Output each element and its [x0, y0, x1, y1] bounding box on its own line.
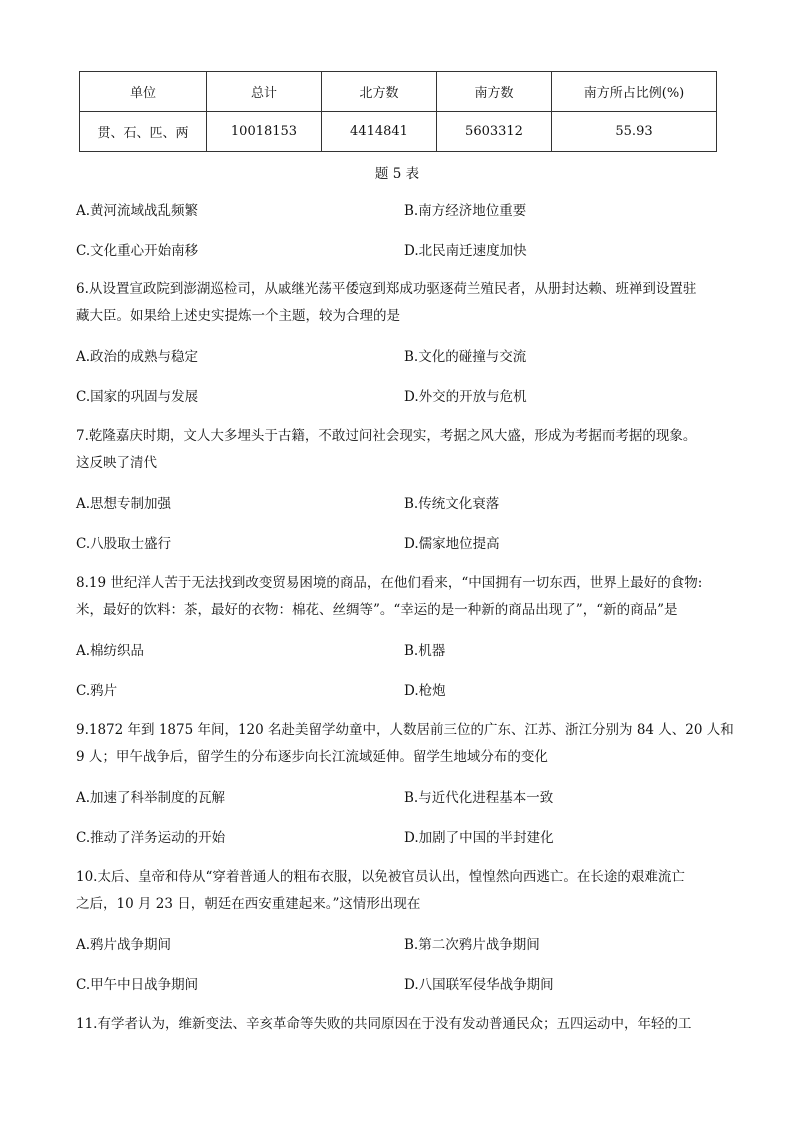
q7-option-b: B.传统文化衰落 [404, 496, 500, 512]
q9-option-c: C.推动了洋务运动的开始 [76, 830, 226, 846]
q7-option-d: D.儒家地位提高 [404, 536, 500, 552]
q9-stem [76, 717, 734, 771]
q10-option-c: C.甲午中日战争期间 [76, 977, 199, 993]
q9-line: 9.1872 年到 1875 年间，120 名赴美留学幼童中，人数居前三位的广东、江苏、浙江分别为 84 人、20 人和 [76, 722, 734, 738]
q9-option-d: D.加剧了中国的半封建化 [404, 830, 554, 846]
q8-option-d: D.枪炮 [404, 683, 446, 699]
table-cell: 55.93 [552, 112, 717, 152]
q5-option-b: B.南方经济地位重要 [404, 203, 527, 219]
q7-stem [76, 423, 724, 477]
q7-line: 这反映了清代 [76, 455, 157, 471]
q10-line: 10.太后、皇帝和侍从“穿着普通人的粗布衣服，以免被官员认出，惶惶然向西逃亡。在长途的艰难流亡 [76, 869, 685, 885]
q11-line: 11.有学者认为，维新变法、辛亥革命等失败的共同原因在于没有发动普通民众；五四运动中，年轻的工 [76, 1016, 692, 1032]
q6-line: 6.从设置宣政院到澎湖巡检司，从戚继光荡平倭寇到郑成功驱逐荷兰殖民者，从册封达赖、班禅到设置驻 [76, 281, 697, 297]
q11-stem [76, 1011, 724, 1038]
statistics-table [79, 71, 717, 152]
q10-line: 之后，10 月 23 日，朝廷在西安重建起来。”这情形出现在 [76, 896, 421, 912]
q5-option-d: D.北民南迁速度加快 [404, 243, 527, 259]
q7-line: 7.乾隆嘉庆时期，文人大多埋头于古籍，不敢过问社会现实，考据之风大盛，形成为考据而考据的现象。 [76, 428, 697, 444]
q6-option-d: D.外交的开放与危机 [404, 389, 527, 405]
q6-option-c: C.国家的巩固与发展 [76, 389, 199, 405]
q8-stem [76, 570, 724, 624]
table-header-row [80, 72, 717, 112]
q10-option-a: A.鸦片战争期间 [76, 937, 172, 953]
table-cell: 5603312 [437, 112, 552, 152]
table-row [80, 112, 717, 152]
table-cell: 10018153 [207, 112, 322, 152]
q10-stem [76, 864, 724, 918]
q7-option-c: C.八股取士盛行 [76, 536, 172, 552]
q9-line: 9 人；甲午战争后，留学生的分布逐步向长江流域延伸。留学生地域分布的变化 [76, 749, 548, 765]
q8-option-b: B.机器 [404, 643, 446, 659]
table-header-cell: 北方数 [322, 72, 437, 112]
table-cell: 贯、石、匹、两 [80, 112, 207, 152]
q6-option-a: A.政治的成熟与稳定 [76, 349, 199, 365]
q8-line: 8.19 世纪洋人苦于无法找到改变贸易困境的商品，在他们看来，“中国拥有一切东西，世界上最好的食物: [76, 575, 703, 591]
q9-option-a: A.加速了科举制度的瓦解 [76, 790, 226, 806]
q5-option-a: A.黄河流域战乱频繁 [76, 203, 199, 219]
table-header-cell: 总计 [207, 72, 322, 112]
q10-option-d: D.八国联军侵华战争期间 [404, 977, 554, 993]
q6-option-b: B.文化的碰撞与交流 [404, 349, 527, 365]
table-header-cell: 单位 [80, 72, 207, 112]
q10-option-b: B.第二次鸦片战争期间 [404, 937, 540, 953]
q5-option-c: C.文化重心开始南移 [76, 243, 199, 259]
table-caption: 题 5 表 [374, 166, 420, 182]
q8-option-c: C.鸦片 [76, 683, 118, 699]
q6-stem [76, 276, 724, 330]
table-header-cell: 南方数 [437, 72, 552, 112]
q6-line: 藏大臣。如果给上述史实提炼一个主题，较为合理的是 [76, 308, 400, 324]
q9-option-b: B.与近代化进程基本一致 [404, 790, 554, 806]
q8-line: 米，最好的饮料：茶，最好的衣物：棉花、丝绸等”。“幸运的是一种新的商品出现了”，“新的商品”是 [76, 602, 678, 618]
q8-option-a: A.棉纺织品 [76, 643, 145, 659]
q7-option-a: A.思想专制加强 [76, 496, 172, 512]
table-header-cell: 南方所占比例(%) [552, 72, 717, 112]
table-cell: 4414841 [322, 112, 437, 152]
